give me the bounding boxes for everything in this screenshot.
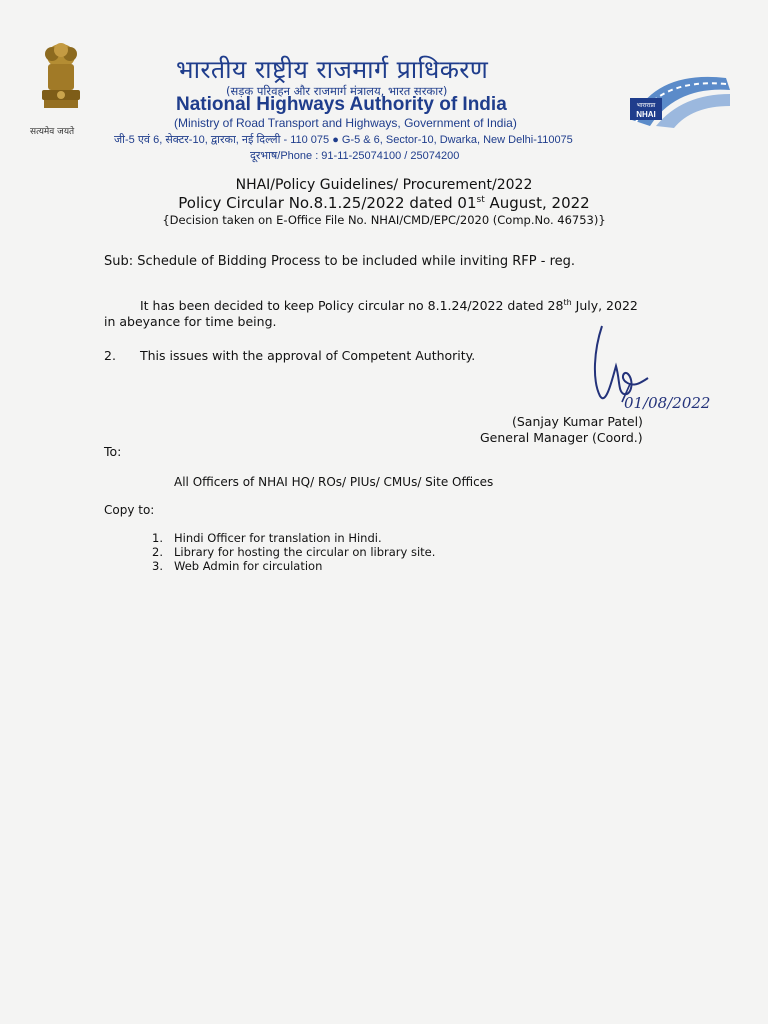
list-item: 2. Library for hosting the circular on library site.: [152, 545, 436, 559]
org-name-english: National Highways Authority of India: [176, 94, 507, 115]
paragraph-1-continued: in abeyance for time being.: [104, 314, 277, 329]
circular-category: NHAI/Policy Guidelines/ Procurement/2022: [235, 177, 533, 193]
org-name-hindi: भारतीय राष्ट्रीय राजमार्ग प्राधिकरण: [176, 55, 489, 84]
paragraph-1: It has been decided to keep Policy circular no 8.1.24/2022 dated 28th July, 2022: [140, 298, 638, 314]
nhai-logo-icon: [626, 60, 732, 130]
ministry-hindi: (सड़क परिवहन और राजमार्ग मंत्रालय, भारत सरकार): [226, 84, 448, 98]
list-item: 1. Hindi Officer for translation in Hindi.: [152, 531, 382, 545]
to-label: To:: [104, 444, 122, 459]
svg-text:भाराराप्रा: भाराराप्रा: [636, 102, 656, 109]
svg-text:01/08/2022: 01/08/2022: [624, 394, 711, 412]
list-item: 3. Web Admin for circulation: [152, 559, 323, 573]
circular-file-reference: {Decision taken on E-Office File No. NHAI/CMD/EPC/2020 (Comp.No. 46753)}: [162, 213, 606, 227]
office-phone: दूरभाष/Phone : 91-11-25074100 / 25074200: [250, 150, 460, 162]
copy-to-label: Copy to:: [104, 503, 155, 517]
ministry-english: (Ministry of Road Transport and Highways, Government of India): [174, 116, 517, 130]
copy-to-list: [152, 531, 435, 573]
svg-text:NHAI: NHAI: [636, 110, 656, 119]
handwritten-signature: [572, 320, 732, 416]
paragraph-2-number: 2.: [104, 348, 116, 363]
paragraph-2: This issues with the approval of Competent Authority.: [140, 348, 476, 363]
subject-line: Sub: Schedule of Bidding Process to be included while inviting RFP - reg.: [104, 254, 576, 269]
emblem-motto: सत्यमेव जयते: [30, 127, 75, 137]
recipients: All Officers of NHAI HQ/ ROs/ PIUs/ CMUs/ Site Offices: [174, 475, 494, 489]
circular-number: Policy Circular No.8.1.25/2022 dated 01st August, 2022: [178, 194, 590, 212]
signatory-name: (Sanjay Kumar Patel): [512, 414, 643, 429]
office-address: जी-5 एवं 6, सेक्टर-10, द्वारका, नई दिल्ली - 110 075 ● G-5 & 6, Sector-10, Dwarka, New Delhi-110075: [114, 134, 573, 146]
signatory-designation: General Manager (Coord.): [480, 430, 643, 445]
